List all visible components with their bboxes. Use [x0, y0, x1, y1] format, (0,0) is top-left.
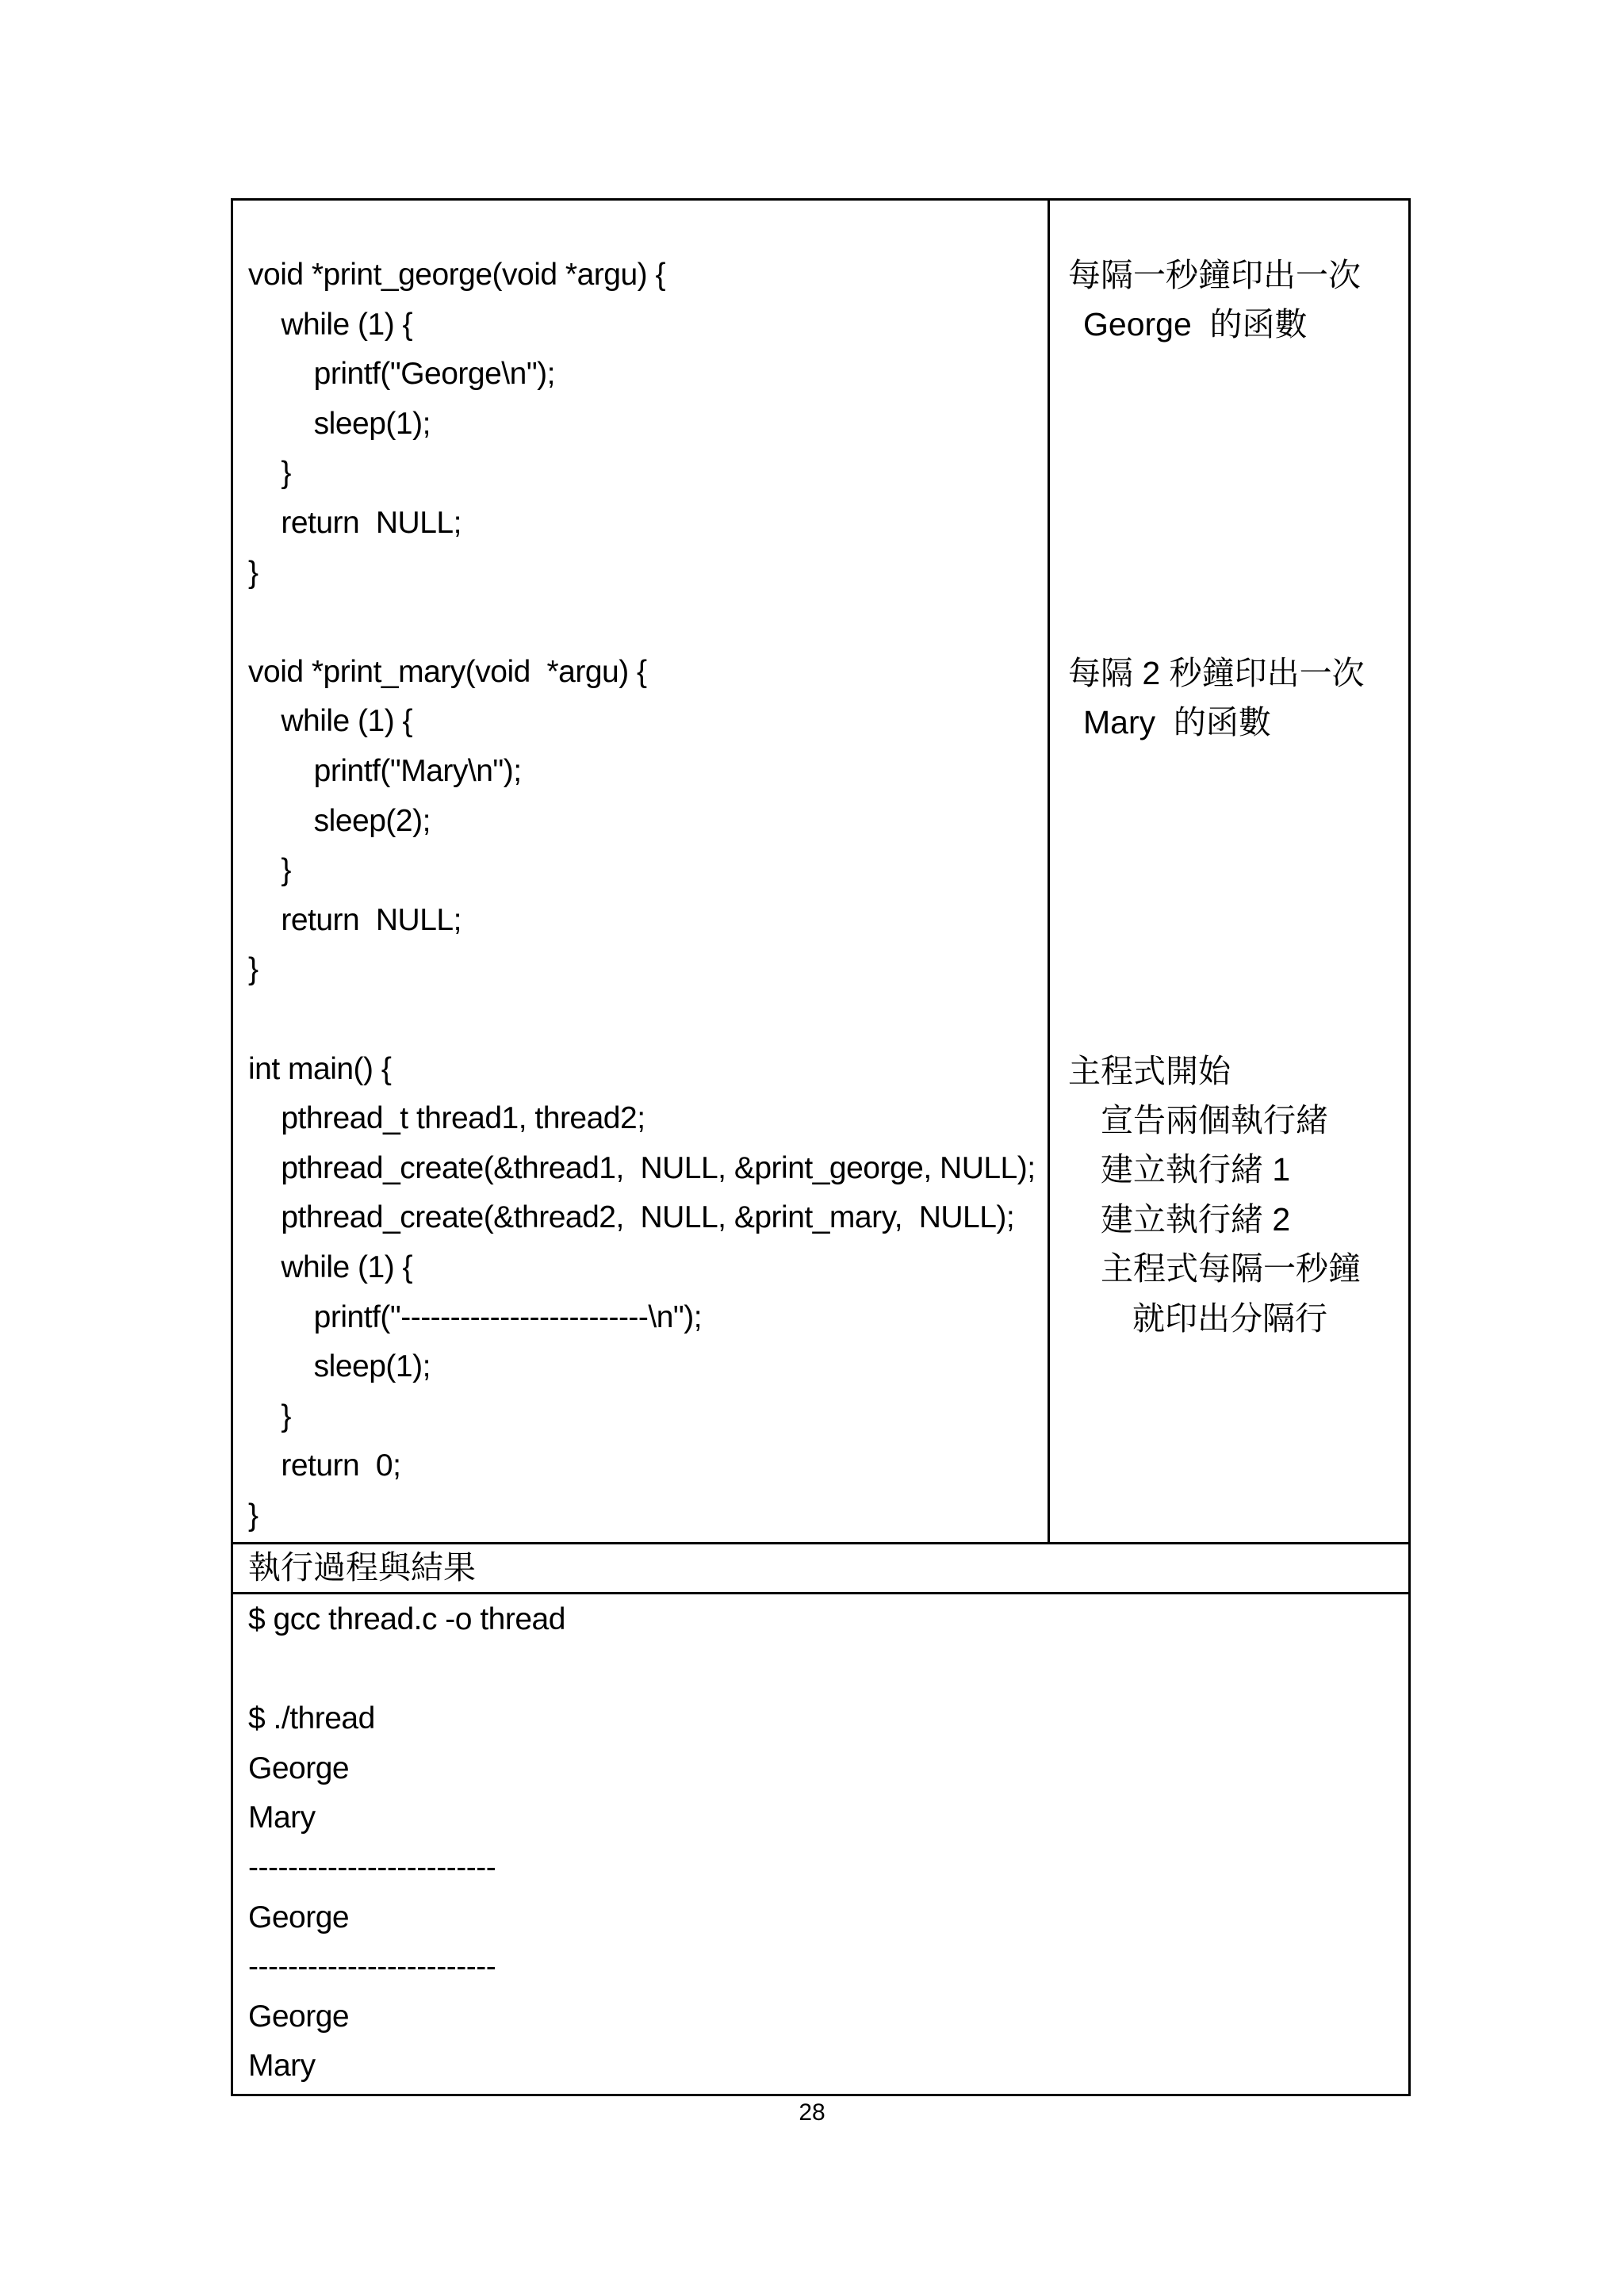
code-line: }	[248, 456, 291, 491]
note-main-line-2: 宣告兩個執行緒	[1101, 1102, 1328, 1138]
code-line: while (1) {	[248, 704, 413, 739]
code-line: }	[248, 853, 291, 888]
output-line: George	[248, 1999, 350, 2034]
note-main-line-5: 主程式每隔一秒鐘	[1101, 1250, 1361, 1287]
code-line: pthread_create(&thread2, NULL, &print_mary, NULL);	[248, 1200, 1015, 1235]
column-divider	[1048, 198, 1050, 1544]
result-heading: 執行過程與結果	[248, 1549, 476, 1586]
code-line: return NULL;	[248, 506, 462, 540]
code-line: sleep(1);	[248, 1349, 431, 1384]
note-mary-line-1: 每隔 2 秒鐘印出一次	[1068, 655, 1365, 691]
row-divider	[231, 1592, 1411, 1594]
code-line: pthread_t thread1, thread2;	[248, 1101, 645, 1136]
output-line: $ gcc thread.c -o thread	[248, 1602, 565, 1636]
output-line: -------------------------	[248, 1950, 496, 1984]
output-line: -------------------------	[248, 1850, 496, 1885]
code-line: while (1) {	[248, 307, 413, 342]
code-line: pthread_create(&thread1, NULL, &print_george, NULL);	[248, 1150, 1036, 1185]
output-line: George	[248, 1751, 350, 1785]
note-main-line-6: 就印出分隔行	[1132, 1300, 1327, 1337]
code-line: int main() {	[248, 1051, 392, 1086]
code-line: sleep(1);	[248, 406, 431, 441]
output-line: Mary	[248, 1800, 316, 1835]
code-line: printf("-------------------------\n");	[248, 1299, 703, 1334]
note-george-line-2: George 的函數	[1083, 306, 1308, 342]
code-line: }	[248, 555, 259, 590]
note-main-line-4: 建立執行緒 2	[1101, 1201, 1291, 1238]
code-line: }	[248, 952, 259, 987]
code-line: while (1) {	[248, 1250, 413, 1284]
output-line: Mary	[248, 2049, 316, 2084]
note-main-line-3: 建立執行緒 1	[1101, 1151, 1291, 1188]
output-line: George	[248, 1900, 350, 1934]
page-number: 28	[799, 2099, 825, 2126]
note-main-line-1: 主程式開始	[1068, 1053, 1231, 1089]
code-line: void *print_george(void *argu) {	[248, 258, 666, 292]
code-line: sleep(2);	[248, 803, 431, 838]
code-line: }	[248, 1399, 291, 1433]
code-line: return NULL;	[248, 902, 462, 937]
code-line: printf("Mary\n");	[248, 754, 522, 788]
code-line: printf("George\n");	[248, 357, 555, 392]
code-line: return 0;	[248, 1448, 401, 1483]
output-line: $ ./thread	[248, 1701, 375, 1736]
code-line: }	[248, 1498, 259, 1533]
note-george-line-1: 每隔一秒鐘印出一次	[1068, 257, 1361, 293]
note-mary-line-2: Mary 的函數	[1083, 704, 1271, 740]
code-line: void *print_mary(void *argu) {	[248, 654, 647, 689]
